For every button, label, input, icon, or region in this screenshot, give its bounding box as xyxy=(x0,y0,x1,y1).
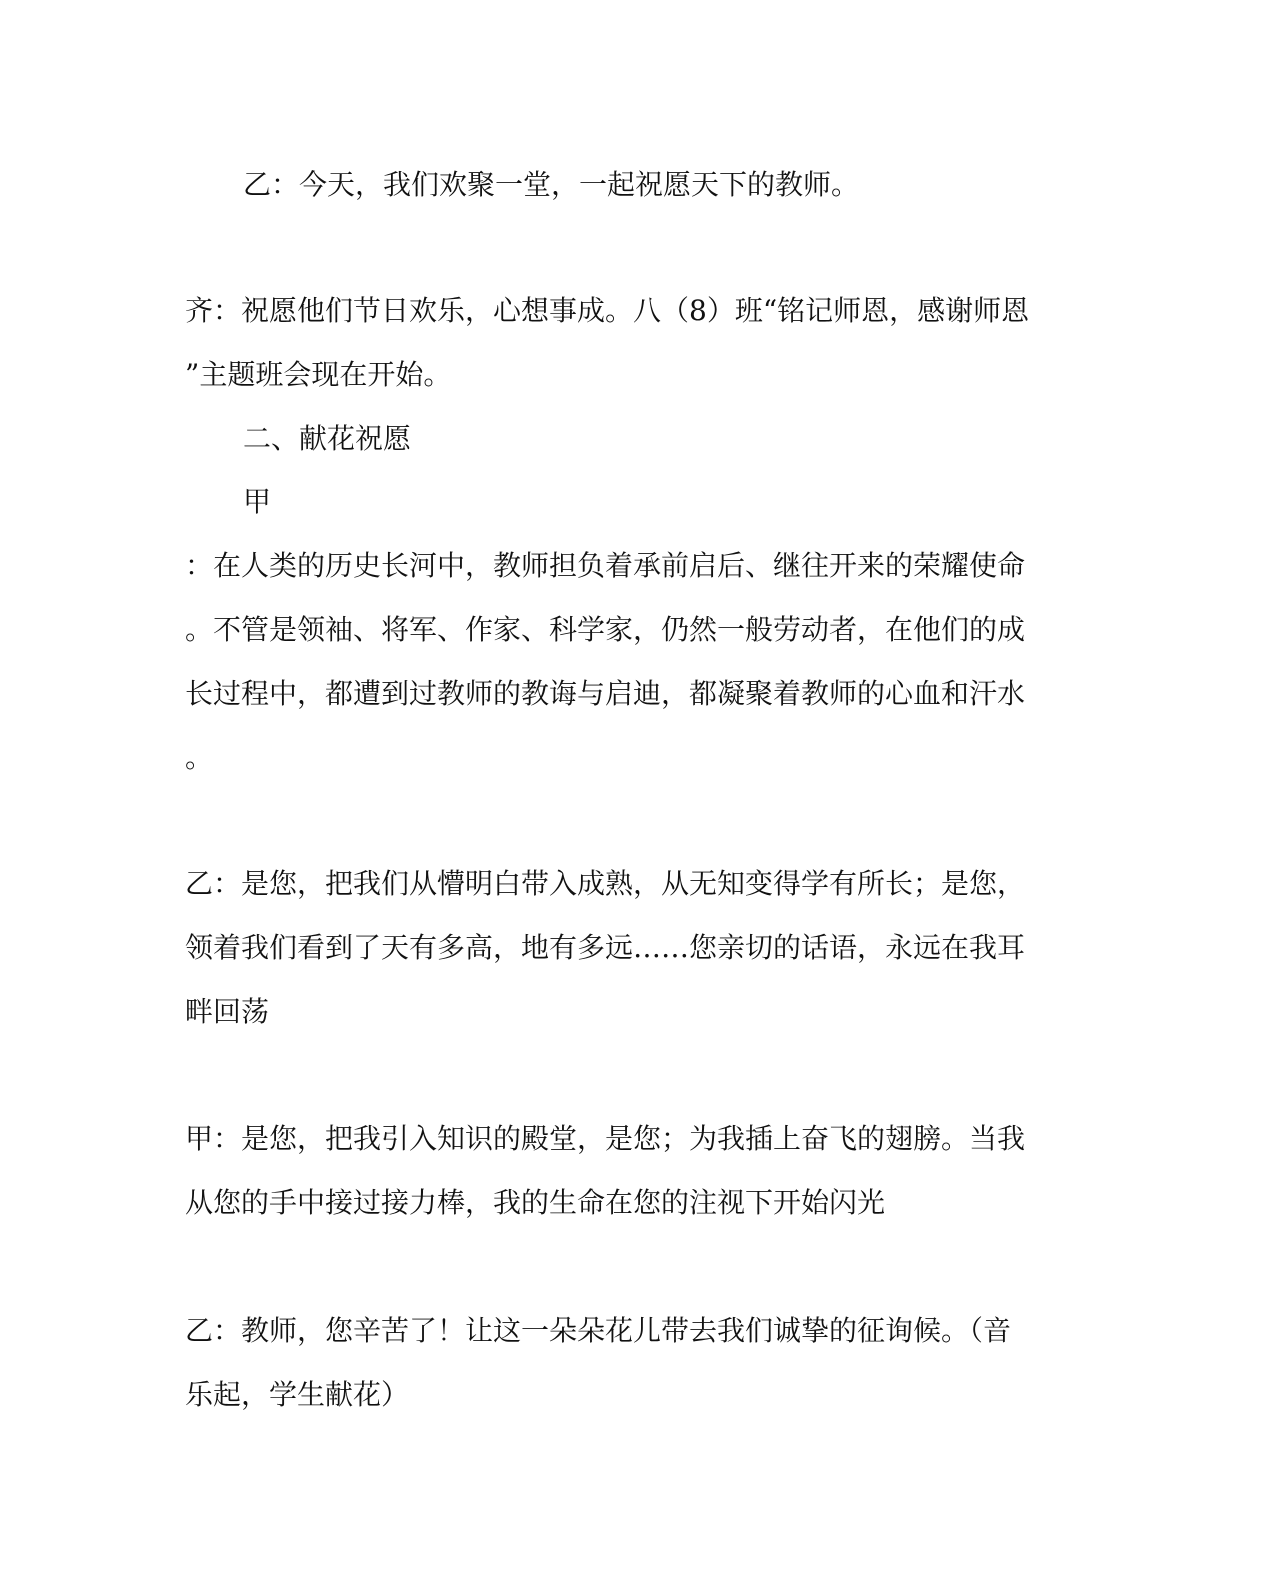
text-line: 长过程中，都遭到过教师的教诲与启迪，都凝聚着教师的心血和汗水 xyxy=(185,677,1026,710)
text-line: 畔回荡 xyxy=(185,995,270,1028)
text-line: 。不管是领袖、将军、作家、科学家，仍然一般劳动者，在他们的成 xyxy=(185,613,1026,646)
text-line: 。 xyxy=(185,741,214,774)
text-line: 乙：教师，您辛苦了！让这一朵朵花儿带去我们诚挚的征询候。（音 xyxy=(185,1314,1012,1347)
text-line: 齐：祝愿他们节日欢乐，心想事成。八（8）班“铭记师恩，感谢师恩 xyxy=(185,294,1030,327)
text-line: 乐起，学生献花） xyxy=(185,1378,410,1411)
text-line: 甲：是您，把我引入知识的殿堂，是您；为我插上奋飞的翅膀。当我 xyxy=(185,1122,1026,1155)
text-line: ：在人类的历史长河中，教师担负着承前启后、继往开来的荣耀使命 xyxy=(185,549,1026,582)
text-line: 甲 xyxy=(243,485,272,518)
text-line: 从您的手中接过接力棒，我的生命在您的注视下开始闪光 xyxy=(185,1186,886,1219)
section-heading: 二、献花祝愿 xyxy=(243,422,412,455)
text-line: 乙：是您，把我们从懵明白带入成熟，从无知变得学有所长；是您， xyxy=(185,867,1026,900)
text-line: 乙：今天，我们欢聚一堂，一起祝愿天下的教师。 xyxy=(243,168,860,201)
text-line: ”主题班会现在开始。 xyxy=(185,358,452,391)
text-line: 领着我们看到了天有多高，地有多远……您亲切的话语，永远在我耳 xyxy=(185,931,1026,964)
